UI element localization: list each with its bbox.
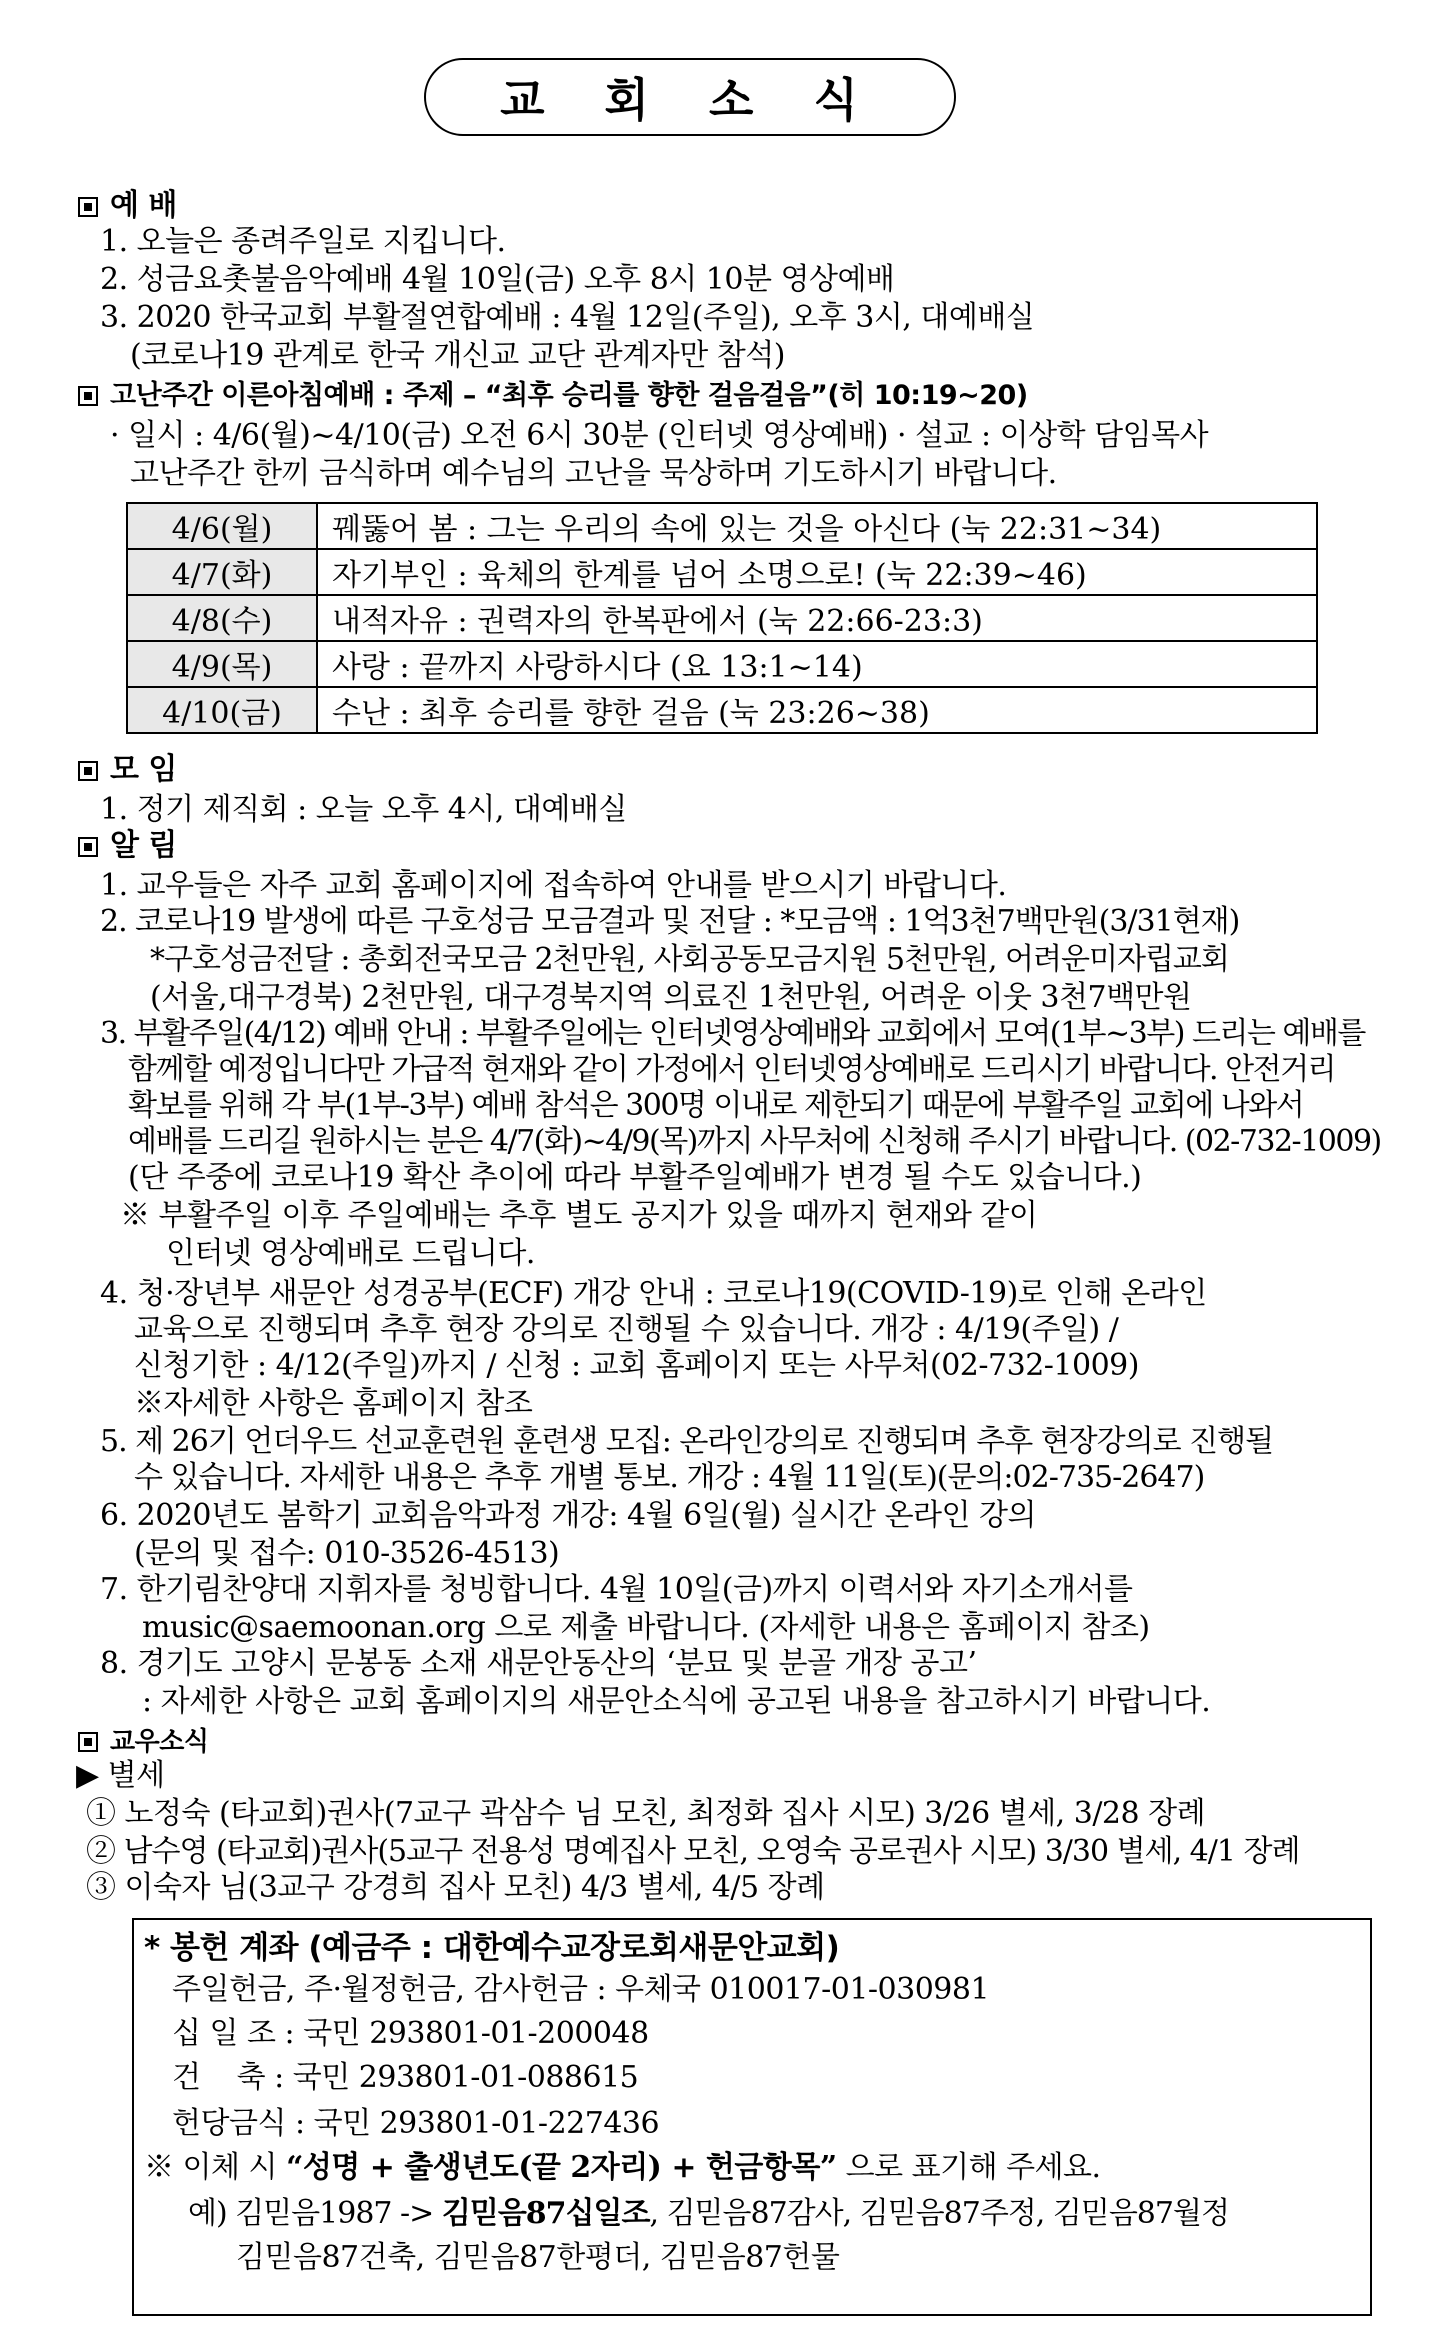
- table-row: [127, 503, 1317, 549]
- page-title: 교 회 소 식: [424, 58, 956, 136]
- dawn-line-2: 고난주간 한끼 금식하며 예수님의 고난을 묵상하며 기도하시기 바랍니다.: [130, 456, 1057, 491]
- section-heading-worship: [78, 188, 177, 224]
- section-marker-icon: [78, 761, 98, 781]
- members-subheading: ▶ 별세: [76, 1758, 165, 1793]
- notice-line: 6. 2020년도 봄학기 교회음악과정 개강: 4월 6일(월) 실시간 온라인 강의: [100, 1498, 1037, 1533]
- schedule-text: 꿰뚫어 봄 : 그는 우리의 속에 있는 것을 아신다 (눅 22:31~34): [317, 503, 1317, 549]
- notice-line: *구호성금전달 : 총회전국모금 2천만원, 사회공동모금지원 5천만원, 어려운미자립교회: [150, 942, 1229, 977]
- accounts-example: [188, 2196, 1229, 2232]
- schedule-date: 4/10(금): [127, 687, 317, 733]
- members-line: ③ 이숙자 님(3교구 강경희 집사 모친) 4/3 별세, 4/5 장례: [86, 1870, 825, 1905]
- accounts-note: [144, 2150, 1101, 2186]
- accounts-line: 건 축 : 국민 293801-01-088615: [172, 2060, 639, 2095]
- schedule-date: 4/9(목): [127, 641, 317, 687]
- section-title: 알 림: [110, 828, 177, 863]
- notice-line: ※자세한 사항은 홈페이지 참조: [134, 1386, 533, 1421]
- accounts-line: 십 일 조 : 국민 293801-01-200048: [172, 2016, 649, 2051]
- members-line: ② 남수영 (타교회)권사(5교구 전용성 명예집사 모친, 오영숙 공로권사 시모) 3/30 별세, 4/1 장례: [86, 1834, 1300, 1869]
- table-row: [127, 595, 1317, 641]
- members-line: ① 노정숙 (타교회)권사(7교구 곽삼수 님 모친, 최정화 집사 시모) 3/26 별세, 3/28 장례: [86, 1796, 1206, 1831]
- notice-line: 신청기한 : 4/12(주일)까지 / 신청 : 교회 홈페이지 또는 사무처(02-732-1009): [134, 1348, 1139, 1383]
- example-rest: , 김믿음87감사, 김믿음87주정, 김믿음87월정: [649, 2196, 1229, 2231]
- section-heading-dawn: [78, 378, 1028, 414]
- dawn-line-1: · 일시 : 4/6(월)~4/10(금) 오전 6시 30분 (인터넷 영상예배) · 설교 : 이상학 담임목사: [110, 418, 1209, 453]
- accounts-example-line2: 김믿음87건축, 김믿음87한평더, 김믿음87헌물: [236, 2240, 840, 2275]
- note-format: “성명 + 출생년도(끝 2자리) + 헌금항목”: [286, 2150, 837, 2185]
- worship-line-3: 3. 2020 한국교회 부활절연합예배 : 4월 12일(주일), 오후 3시, 대예배실: [100, 300, 1035, 335]
- note-suffix: 으로 표기해 주세요.: [836, 2150, 1101, 2185]
- notice-line: 3. 부활주일(4/12) 예배 안내 : 부활주일에는 인터넷영상예배와 교회에서 모여(1부~3부) 드리는 예배를: [100, 1016, 1365, 1051]
- schedule-text: 자기부인 : 육체의 한계를 넘어 소명으로! (눅 22:39~46): [317, 549, 1317, 595]
- worship-line-4: (코로나19 관계로 한국 개신교 교단 관계자만 참석): [130, 338, 785, 373]
- accounts-line: 헌당금식 : 국민 293801-01-227436: [172, 2106, 660, 2141]
- section-marker-icon: [78, 1732, 98, 1752]
- notice-line: music@saemoonan.org 으로 제출 바랍니다. (자세한 내용은 홈페이지 참조): [142, 1610, 1150, 1645]
- note-prefix: ※ 이체 시: [144, 2150, 287, 2185]
- section-heading-members: [78, 1724, 208, 1760]
- dawn-schedule-table: [126, 502, 1318, 734]
- notice-line: 확보를 위해 각 부(1부-3부) 예배 참석은 300명 이내로 제한되기 때문에 부활주일 교회에 나와서: [128, 1088, 1304, 1123]
- section-heading-meeting: [78, 752, 177, 788]
- notice-line: 7. 한기림찬양대 지휘자를 청빙합니다. 4월 10일(금)까지 이력서와 자기소개서를: [100, 1572, 1133, 1607]
- schedule-text: 내적자유 : 권력자의 한복판에서 (눅 22:66-23:3): [317, 595, 1317, 641]
- example-prefix: 예) 김믿음1987 ->: [188, 2196, 442, 2231]
- notice-line: 1. 교우들은 자주 교회 홈페이지에 접속하여 안내를 받으시기 바랍니다.: [100, 868, 1007, 903]
- table-row: [127, 549, 1317, 595]
- notice-line: : 자세한 사항은 교회 홈페이지의 새문안소식에 공고된 내용을 참고하시기 바랍니다.: [142, 1684, 1211, 1719]
- section-marker-icon: [78, 386, 98, 406]
- schedule-text: 수난 : 최후 승리를 향한 걸음 (눅 23:26~38): [317, 687, 1317, 733]
- notice-line: 5. 제 26기 언더우드 선교훈련원 훈련생 모집: 온라인강의로 진행되며 추후 현장강의로 진행될: [100, 1424, 1274, 1459]
- notice-line: 수 있습니다. 자세한 내용은 추후 개별 통보. 개강 : 4월 11일(토)(문의:02-735-2647): [134, 1460, 1205, 1495]
- table-row: [127, 641, 1317, 687]
- notice-line: 교육으로 진행되며 추후 현장 강의로 진행될 수 있습니다. 개강 : 4/19(주일) /: [134, 1312, 1119, 1347]
- schedule-date: 4/8(수): [127, 595, 317, 641]
- accounts-heading: * 봉헌 계좌 (예금주 : 대한예수교장로회새문안교회): [144, 1930, 840, 1966]
- worship-line-1: 1. 오늘은 종려주일로 지킵니다.: [100, 224, 506, 259]
- worship-line-2: 2. 성금요촛불음악예배 4월 10일(금) 오후 8시 10분 영상예배: [100, 262, 895, 297]
- schedule-date: 4/6(월): [127, 503, 317, 549]
- notice-line: 4. 청·장년부 새문안 성경공부(ECF) 개강 안내 : 코로나19(COVID-19)로 인해 온라인: [100, 1276, 1207, 1311]
- example-bold: 김믿음87십일조: [441, 2196, 650, 2231]
- notice-line: 8. 경기도 고양시 문봉동 소재 새문안동산의 ‘분묘 및 분골 개장 공고’: [100, 1646, 977, 1681]
- section-title: 고난주간 이른아침예배 : 주제 – “최후 승리를 향한 걸음걸음”(히 10:19~20): [110, 380, 1028, 411]
- notice-line: 인터넷 영상예배로 드립니다.: [166, 1236, 535, 1271]
- section-title: 예 배: [110, 188, 177, 223]
- accounts-line: 주일헌금, 주·월정헌금, 감사헌금 : 우체국 010017-01-030981: [172, 1972, 990, 2007]
- notice-line: ※ 부활주일 이후 주일예배는 추후 별도 공지가 있을 때까지 현재와 같이: [120, 1198, 1038, 1233]
- section-title: 교우소식: [110, 1727, 209, 1757]
- notice-line: (서울,대구경북) 2천만원, 대구경북지역 의료진 1천만원, 어려운 이웃 3천7백만원: [150, 980, 1192, 1015]
- notice-line: 2. 코로나19 발생에 따른 구호성금 모금결과 및 전달 : *모금액 : 1억3천7백만원(3/31현재): [100, 904, 1240, 939]
- notice-line: (단 주중에 코로나19 확산 추이에 따라 부활주일예배가 변경 될 수도 있습니다.): [128, 1160, 1142, 1195]
- notice-line: (문의 및 접수: 010-3526-4513): [134, 1536, 560, 1571]
- table-row: [127, 687, 1317, 733]
- section-marker-icon: [78, 837, 98, 857]
- schedule-date: 4/7(화): [127, 549, 317, 595]
- meeting-line-1: 1. 정기 제직회 : 오늘 오후 4시, 대예배실: [100, 792, 627, 827]
- schedule-text: 사랑 : 끝까지 사랑하시다 (요 13:1~14): [317, 641, 1317, 687]
- notice-line: 예배를 드리길 원하시는 분은 4/7(화)~4/9(목)까지 사무처에 신청해 주시기 바랍니다. (02-732-1009): [128, 1124, 1381, 1159]
- section-heading-notice: [78, 828, 177, 864]
- notice-line: 함께할 예정입니다만 가급적 현재와 같이 가정에서 인터넷영상예배로 드리시기 바랍니다. 안전거리: [128, 1052, 1336, 1087]
- section-title: 모 임: [110, 752, 177, 787]
- section-marker-icon: [78, 197, 98, 217]
